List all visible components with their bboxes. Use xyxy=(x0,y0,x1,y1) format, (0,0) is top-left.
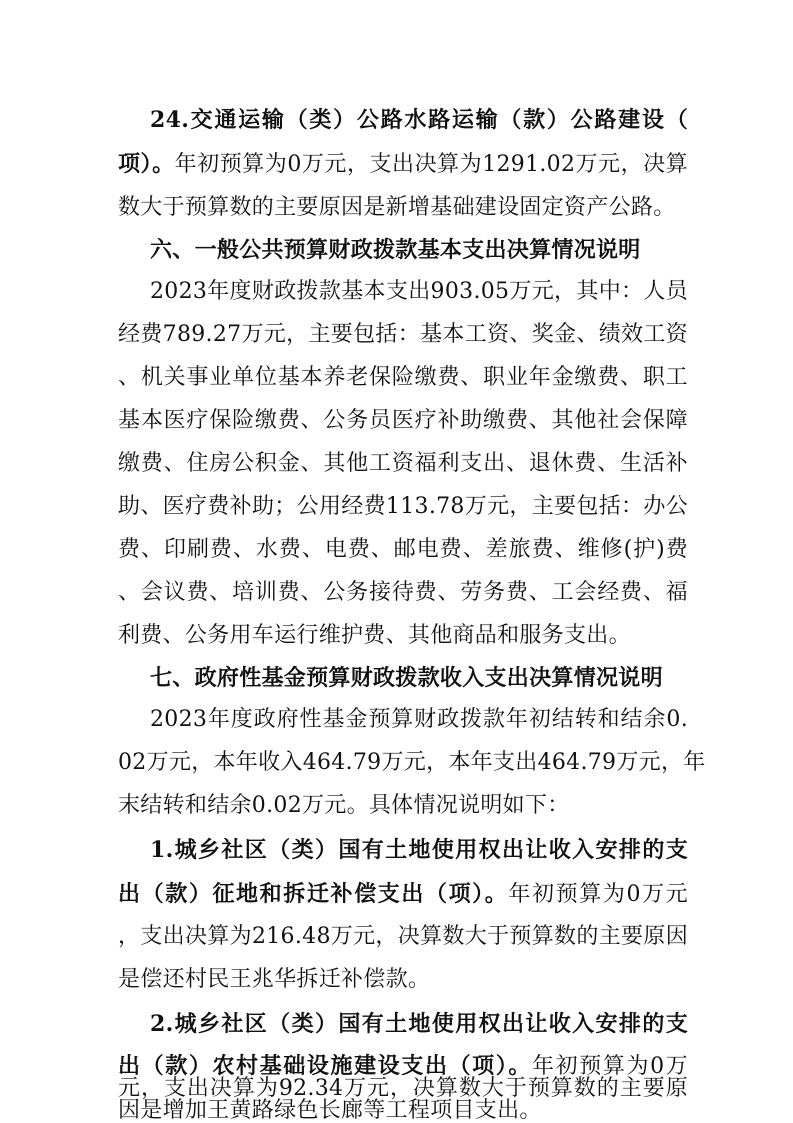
sec6-line: 基本医疗保险缴费、公务员医疗补助缴费、其他社会保障 xyxy=(118,408,688,433)
sec7-line: 2023年度政府性基金预算财政拨款年初结转和结余0. xyxy=(150,707,688,732)
sec24-text: 年初预算为0万元，支出决算为1291.02万元，决算 xyxy=(174,152,688,177)
item2-line-4: 因是增加王黄路绿色长廊等工程项目支出。 xyxy=(118,1098,542,1123)
item1-title-line: 1.城乡社区（类）国有土地使用权出让收入安排的支 xyxy=(150,837,688,863)
sec6-heading: 六、一般公共预算财政拨款基本支出决算情况说明 xyxy=(150,237,641,263)
sec6-line: 缴费、住房公积金、其他工资福利支出、退休费、生活补 xyxy=(118,451,688,476)
sec7-line: 02万元，本年收入464.79万元，本年支出464.79万元，年 xyxy=(118,750,706,775)
sec6-line: 、机关事业单位基本养老保险缴费、职业年金缴费、职工 xyxy=(118,365,688,390)
sec24-title-line: 24.交通运输（类）公路水路运输（款）公路建设（ xyxy=(150,107,688,133)
item2-title-end: 出（款）农村基础设施建设支出（项）。 xyxy=(118,1053,533,1079)
sec6-line: 利费、公务用车运行维护费、其他商品和服务支出。 xyxy=(118,623,631,648)
sec7-line: 末结转和结余0.02万元。具体情况说明如下： xyxy=(118,793,570,818)
sec24-line-2 xyxy=(118,142,688,186)
sec6-line: 助、医疗费补助；公用经费113.78万元，主要包括：办公 xyxy=(118,494,688,519)
sec7-heading: 七、政府性基金预算财政拨款收入支出决算情况说明 xyxy=(150,665,663,691)
item2-title-line: 2.城乡社区（类）国有土地使用权出让收入安排的支 xyxy=(150,1011,688,1037)
sec6-line: 2023年度财政拨款基本支出903.05万元，其中：人员 xyxy=(150,279,688,304)
item1-line-4: 是偿还村民王兆华拆迁补偿款。 xyxy=(118,967,431,992)
item1-line-3: ，支出决算为216.48万元，决算数大于预算数的主要原因 xyxy=(118,924,688,949)
item1-text: 年初预算为0万元 xyxy=(508,882,688,907)
item1-line-2 xyxy=(118,872,688,916)
sec6-line: 费、印刷费、水费、电费、邮电费、差旅费、维修(护)费 xyxy=(118,537,688,562)
sec24-line-3: 数大于预算数的主要原因是新增基础建设固定资产公路。 xyxy=(118,195,676,220)
sec6-line: 、会议费、培训费、公务接待费、劳务费、工会经费、福 xyxy=(118,580,688,605)
item2-text: 年初预算为0万 xyxy=(532,1054,688,1079)
item2-line-3: 元，支出决算为92.34万元，决算数大于预算数的主要原 xyxy=(118,1076,688,1101)
item1-title-end: 出（款）征地和拆迁补偿支出（项）。 xyxy=(118,881,509,907)
sec6-line: 经费789.27万元，主要包括：基本工资、奖金、绩效工资 xyxy=(118,322,688,347)
sec24-title-end: 项）。 xyxy=(118,151,175,177)
